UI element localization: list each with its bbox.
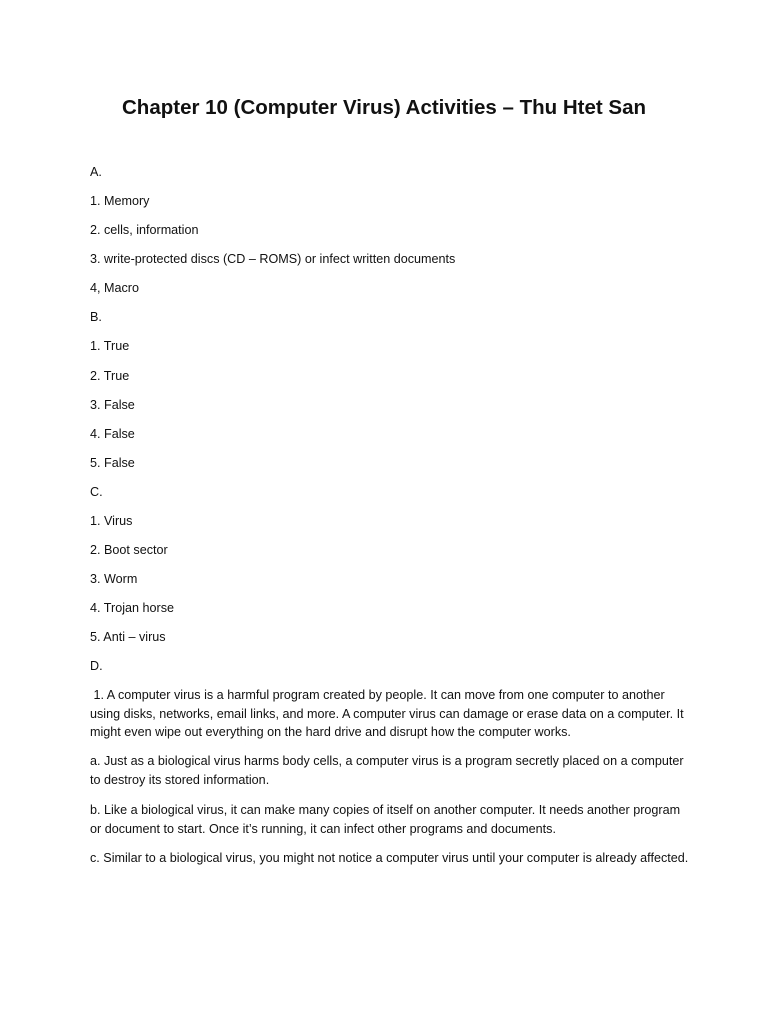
section-b-item-3: 3. False (90, 398, 135, 412)
section-d-paragraph-a: a. Just as a biological virus harms body cells, a computer virus is a program secretly placed on a computer to destroy its stored information. (90, 754, 684, 787)
section-b-item-5: 5. False (90, 456, 135, 470)
section-d-paragraph-c: c. Similar to a biological virus, you might not notice a computer virus until your computer is already affected. (90, 851, 689, 865)
section-d-paragraph-b: b. Like a biological virus, it can make many copies of itself on another computer. It needs another program or document to start. Once it’s running, it can infect other programs and documents. (90, 803, 681, 836)
section-c-item-2: 2. Boot sector (90, 543, 168, 557)
section-b-item-4: 4. False (90, 427, 135, 441)
section-a-item-4: 4, Macro (90, 281, 139, 295)
section-c-item-5: 5. Anti – virus (90, 630, 166, 644)
section-b-item-1: 1. True (90, 339, 130, 353)
document-title: Chapter 10 (Computer Virus) Activities – Thu Htet San (122, 96, 646, 119)
section-d-paragraph-1: 1. A computer virus is a harmful program created by people. It can move from one computer to another using disks, networks, email links, and more. A computer virus can damage or erase data on a computer. It might even wipe out everything on the hard drive and disrupt how the computer works. (90, 688, 684, 739)
section-d-heading: D. (90, 659, 103, 673)
section-c-item-4: 4. Trojan horse (90, 601, 175, 615)
section-a-item-1: 1. Memory (90, 194, 150, 208)
section-c-item-1: 1. Virus (90, 514, 133, 528)
section-a-item-2: 2. cells, information (90, 223, 199, 237)
section-b-heading: B. (90, 310, 102, 324)
section-b-item-2: 2. True (90, 369, 130, 383)
section-a-item-3: 3. write-protected discs (CD – ROMS) or infect written documents (90, 252, 456, 266)
section-c-heading: C. (90, 485, 103, 499)
section-c-item-3: 3. Worm (90, 572, 138, 586)
section-a-heading: A. (90, 165, 102, 179)
